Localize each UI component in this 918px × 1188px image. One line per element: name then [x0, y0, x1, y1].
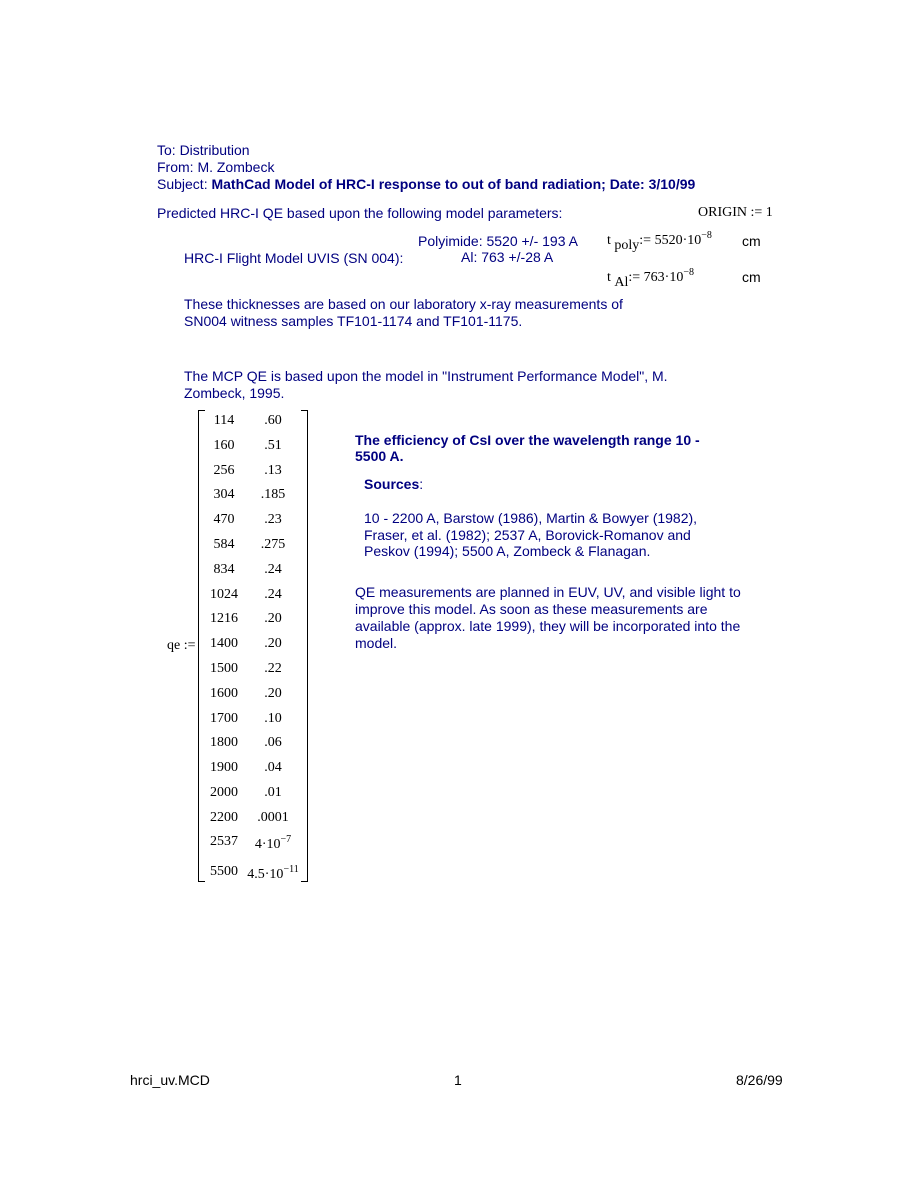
tal-var: t — [607, 270, 611, 285]
matrix-row — [198, 711, 308, 731]
matrix-cell-qe: .0001 — [257, 809, 289, 825]
matrix-cell-qe: .20 — [264, 636, 282, 652]
matrix-cell-qe: .20 — [264, 685, 282, 701]
footer-page-number: 1 — [454, 1072, 462, 1088]
tal-expression: := 763·10 — [628, 270, 684, 285]
matrix-row — [198, 512, 308, 532]
matrix-row — [198, 760, 308, 780]
memo-to: To: Distribution — [157, 142, 250, 158]
memo-from: From: M. Zombeck — [157, 159, 275, 175]
matrix-row — [198, 463, 308, 483]
matrix-cell-wavelength: 1800 — [210, 735, 238, 751]
matrix-row — [198, 735, 308, 755]
matrix-row — [198, 413, 308, 433]
mcp-note-line1: The MCP QE is based upon the model in "Instrument Performance Model", M. — [184, 368, 668, 384]
plan-line1: QE measurements are planned in EUV, UV, and visible light to — [355, 584, 741, 600]
qe-matrix — [198, 410, 308, 882]
matrix-cell-wavelength: 470 — [213, 512, 235, 528]
matrix-cell-wavelength: 1600 — [210, 685, 238, 701]
matrix-cell-qe: .20 — [264, 611, 282, 627]
matrix-row-2537 — [198, 834, 308, 854]
qe-label: qe := — [167, 638, 196, 653]
matrix-row — [198, 611, 308, 631]
sources-heading — [364, 476, 423, 493]
qe-5500-base: 4.5·10 — [247, 867, 284, 882]
memo-subject — [157, 176, 695, 193]
mcp-note-line2: Zombeck, 1995. — [184, 385, 285, 401]
matrix-row — [198, 438, 308, 458]
matrix-cell-wavelength: 2200 — [210, 809, 238, 825]
matrix-cell-wavelength: 2000 — [210, 785, 238, 800]
matrix-cell-wavelength: 256 — [213, 462, 235, 478]
matrix-row — [198, 785, 308, 805]
matrix-cell-qe: .10 — [264, 710, 282, 726]
qe-2537-base: 4·10 — [254, 837, 281, 852]
matrix-row — [198, 686, 308, 706]
matrix-row — [198, 487, 308, 507]
thickness-note-line1: These thicknesses are based on our laboratory x-ray measurements of — [184, 296, 623, 312]
matrix-cell-qe: .51 — [264, 437, 282, 453]
matrix-cell-wavelength: 114 — [213, 413, 235, 428]
tpoly-equation — [607, 230, 712, 254]
tal-unit: cm — [742, 269, 761, 285]
sources-line2: Fraser, et al. (1982); 2537 A, Borovick-Romanov and — [364, 527, 691, 543]
matrix-cell-wavelength: 5500 — [210, 864, 238, 879]
matrix-row — [198, 587, 308, 607]
matrix-cell-wavelength: 834 — [213, 561, 235, 577]
origin-statement: ORIGIN := 1 — [698, 205, 773, 220]
matrix-cell-qe — [242, 864, 304, 883]
al-thickness: Al: 763 +/-28 A — [461, 249, 554, 265]
plan-line3: available (approx. late 1999), they will be incorporated into the — [355, 618, 741, 634]
matrix-row-5500 — [198, 864, 308, 884]
matrix-row — [198, 537, 308, 557]
footer-filename: hrci_uv.MCD — [130, 1072, 210, 1088]
matrix-cell-wavelength: 1500 — [210, 661, 238, 676]
tal-exponent: −8 — [683, 267, 694, 278]
matrix-cell-wavelength: 584 — [213, 537, 235, 552]
polyimide-thickness: Polyimide: 5520 +/- 193 A — [418, 233, 578, 249]
footer-date: 8/26/99 — [736, 1072, 783, 1088]
sources-line1: 10 - 2200 A, Barstow (1986), Martin & Bowyer (1982), — [364, 510, 698, 526]
matrix-cell-qe: .06 — [264, 735, 282, 751]
matrix-cell-qe: .04 — [264, 760, 282, 776]
qe-5500-exponent: −11 — [283, 864, 299, 875]
tpoly-var: t — [607, 233, 611, 248]
uvis-label: HRC-I Flight Model UVIS (SN 004): — [184, 250, 404, 266]
matrix-cell-qe: .23 — [264, 512, 282, 528]
csi-title-line1: The efficiency of CsI over the wavelength range 10 - — [355, 432, 700, 448]
matrix-cell-wavelength: 1400 — [210, 636, 238, 652]
matrix-cell-qe: .01 — [264, 785, 282, 800]
matrix-row — [198, 562, 308, 582]
thickness-note-line2: SN004 witness samples TF101-1174 and TF101-1175. — [184, 313, 523, 329]
sources-colon: : — [419, 476, 424, 492]
plan-line2: improve this model. As soon as these measurements are — [355, 601, 708, 617]
tpoly-exponent: −8 — [701, 230, 712, 241]
matrix-row — [198, 810, 308, 830]
matrix-cell-wavelength: 304 — [213, 487, 235, 503]
matrix-cell-qe: .13 — [264, 462, 282, 478]
matrix-cell-wavelength: 2537 — [210, 834, 238, 849]
tpoly-subscript: poly — [614, 238, 640, 253]
subject-text: MathCad Model of HRC-I response to out of band radiation; Date: 3/10/99 — [211, 176, 696, 192]
matrix-cell-wavelength: 1024 — [210, 586, 238, 602]
matrix-cell-wavelength: 1700 — [210, 710, 238, 726]
sources-label: Sources — [364, 476, 420, 492]
subject-prefix: Subject: — [157, 176, 212, 192]
plan-line4: model. — [355, 635, 398, 651]
intro-text: Predicted HRC-I QE based upon the following model parameters: — [157, 205, 563, 221]
matrix-cell-qe: .24 — [264, 561, 282, 577]
csi-title-line2: 5500 A. — [355, 448, 404, 464]
matrix-cell-wavelength: 1216 — [210, 611, 238, 627]
matrix-row — [198, 636, 308, 656]
tal-subscript: Al — [614, 275, 629, 290]
tpoly-unit: cm — [742, 233, 761, 249]
matrix-cell-qe: .275 — [260, 537, 286, 552]
matrix-row — [198, 661, 308, 681]
tpoly-expression: := 5520·10 — [639, 233, 702, 248]
qe-2537-exponent: −7 — [280, 834, 292, 845]
matrix-cell-qe — [242, 834, 304, 853]
matrix-cell-qe: .22 — [264, 661, 282, 676]
matrix-cell-qe: .185 — [260, 487, 286, 503]
tal-equation — [607, 267, 694, 291]
matrix-cell-wavelength: 160 — [213, 437, 235, 453]
sources-line3: Peskov (1994); 5500 A, Zombeck & Flanagan. — [364, 543, 651, 559]
matrix-cell-qe: .24 — [264, 586, 282, 602]
matrix-cell-qe: .60 — [264, 413, 282, 428]
matrix-cell-wavelength: 1900 — [210, 760, 238, 776]
